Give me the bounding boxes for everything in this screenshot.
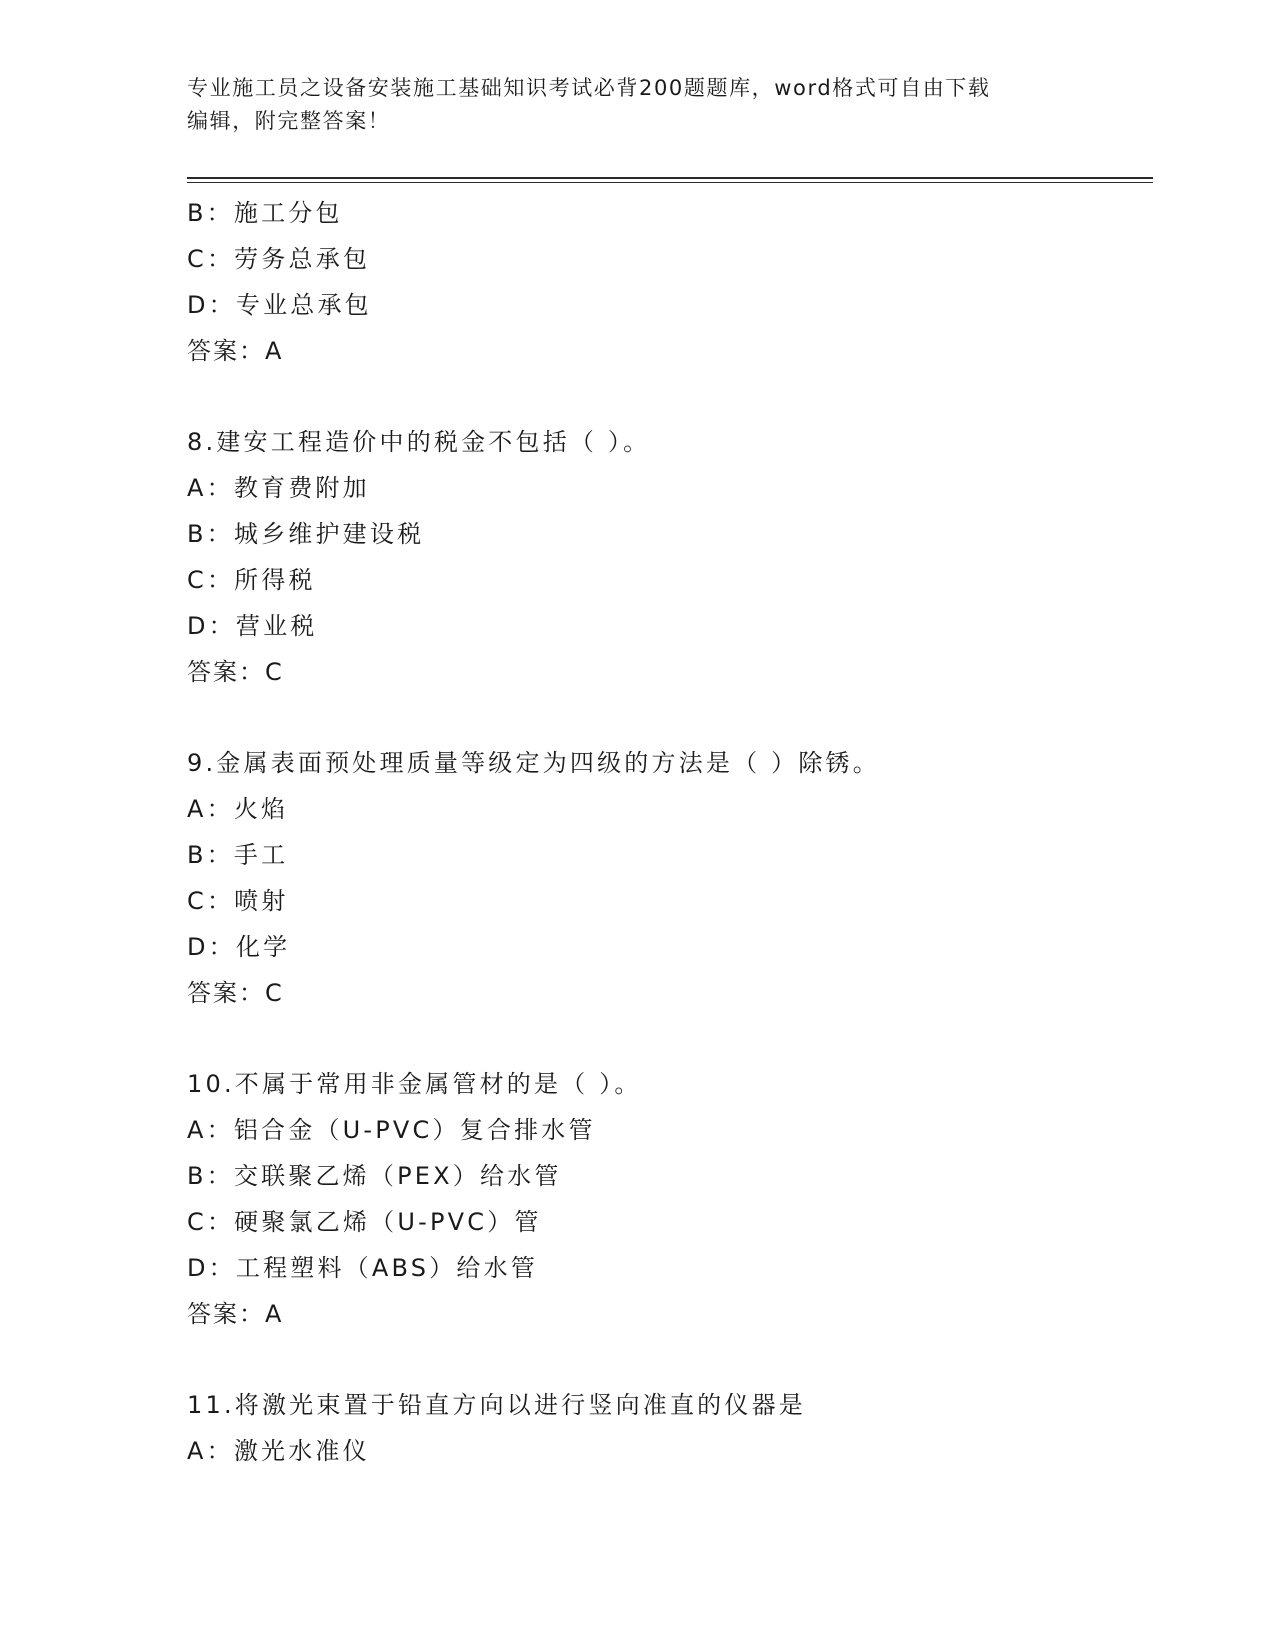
answer: 答案：C <box>187 979 284 1007</box>
header-line-2: 编辑，附完整答案！ <box>187 109 391 133</box>
option-d: D：营业税 <box>187 612 318 640</box>
document-header <box>187 72 1067 138</box>
option-c: C：劳务总承包 <box>187 245 371 273</box>
question-text: 8.建安工程造价中的税金不包括（ ）。 <box>187 428 651 456</box>
option-b: B：手工 <box>187 841 289 869</box>
option-d: D：化学 <box>187 933 291 961</box>
option-b: B：交联聚乙烯（PEX）给水管 <box>187 1162 562 1190</box>
option-a: A：激光水准仪 <box>187 1437 370 1465</box>
answer: 答案：A <box>187 337 284 365</box>
option-d: D：工程塑料（ABS）给水管 <box>187 1254 538 1282</box>
question-9 <box>187 740 1153 1016</box>
option-a: A：火焰 <box>187 795 289 823</box>
option-a: A：教育费附加 <box>187 474 370 502</box>
option-d: D：专业总承包 <box>187 291 372 319</box>
question-text: 11.将激光束置于铅直方向以进行竖向准直的仪器是 <box>187 1391 806 1419</box>
option-c: C：硬聚氯乙烯（U-PVC）管 <box>187 1208 542 1236</box>
question-8 <box>187 419 1153 695</box>
option-b: B：施工分包 <box>187 199 343 227</box>
answer: 答案：A <box>187 1300 284 1328</box>
header-divider-thin <box>187 182 1153 183</box>
answer: 答案：C <box>187 658 284 686</box>
question-7 <box>187 190 1153 374</box>
question-text: 10.不属于常用非金属管材的是（ ）。 <box>187 1070 642 1098</box>
option-a: A：铝合金（U-PVC）复合排水管 <box>187 1116 596 1144</box>
option-c: C：所得税 <box>187 566 316 594</box>
question-11 <box>187 1382 1153 1474</box>
header-divider-thick <box>187 177 1153 179</box>
option-b: B：城乡维护建设税 <box>187 520 425 548</box>
question-list <box>187 190 1153 1474</box>
question-10 <box>187 1061 1153 1337</box>
question-text: 9.金属表面预处理质量等级定为四级的方法是（ ）除锈。 <box>187 749 880 777</box>
header-line-1: 专业施工员之设备安装施工基础知识考试必背200题题库，word格式可自由下载 <box>187 76 991 100</box>
option-c: C：喷射 <box>187 887 289 915</box>
